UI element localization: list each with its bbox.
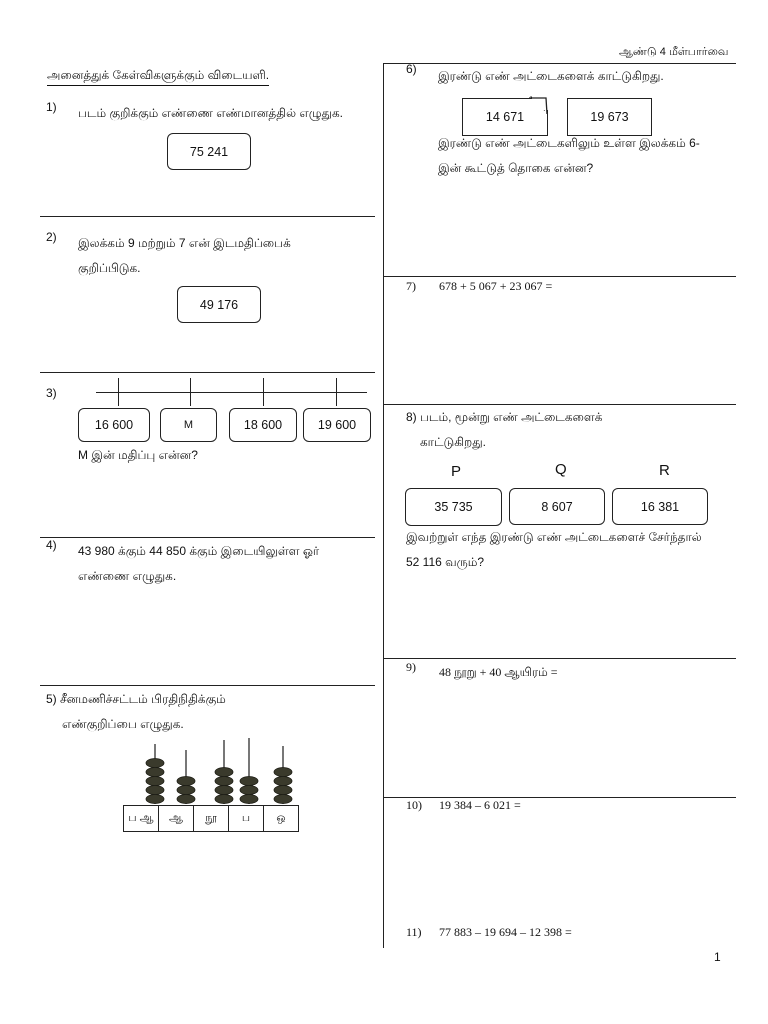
- q3-tick-2: [190, 378, 191, 406]
- q2-number-card: [177, 286, 261, 323]
- q6-question-line2: இன் கூட்டுத் தொகை என்ன?: [438, 161, 594, 175]
- header-rule: [384, 63, 736, 64]
- q9-number: 9): [406, 660, 416, 674]
- q6-separator: [384, 276, 736, 277]
- q4-text-line2: எண்ணை எழுதுக.: [78, 569, 177, 583]
- q10-expression: 19 384 – 6 021 =: [439, 798, 521, 812]
- q6-card-2-value: 19 673: [590, 110, 629, 124]
- q8-card-q-value: 8 607: [541, 499, 573, 514]
- q5-text-line1: 5) சீனமணிச்சட்டம் பிரதிநிதிக்கும்: [46, 692, 226, 706]
- q3-card-1: [78, 408, 150, 442]
- q3-card-m: [160, 408, 217, 442]
- place-value-cell: ப ஆ: [124, 806, 159, 831]
- q2-separator: [40, 372, 375, 373]
- q4-separator: [40, 685, 375, 686]
- abacus-bead: [274, 768, 292, 777]
- page-title: அனைத்துக் கேள்விகளுக்கும் விடையளி.: [47, 68, 269, 86]
- q3-number-line: [96, 392, 367, 393]
- abacus-bead: [146, 759, 164, 768]
- q8-label-q: Q: [555, 461, 567, 478]
- q3-card-4-value: 19 600: [317, 418, 357, 432]
- q11-number: 11): [406, 925, 422, 939]
- q8-label-r: R: [659, 462, 670, 479]
- q3-card-m-value: M: [183, 419, 194, 431]
- q1-card-value: 75 241: [189, 144, 229, 159]
- place-value-cell: ப: [229, 806, 264, 831]
- q5-text-line2: எண்குறிப்பை எழுதுக.: [62, 717, 184, 731]
- q6-question-line1: இரண்டு எண் அட்டைகளிலும் உள்ள இலக்கம் 6-: [438, 136, 700, 150]
- q6-number: 6): [406, 62, 417, 76]
- q3-tick-4: [336, 378, 337, 406]
- abacus-bead: [177, 777, 195, 786]
- q3-card-4: [303, 408, 371, 442]
- q3-tick-3: [263, 378, 264, 406]
- q2-text-line1: இலக்கம் 9 மற்றும் 7 என் இடமதிப்பைக்: [78, 236, 291, 250]
- q7-expression: 678 + 5 067 + 23 067 =: [439, 279, 553, 293]
- abacus-bead: [146, 768, 164, 777]
- q8-card-q: [509, 488, 605, 525]
- abacus-bead: [177, 786, 195, 795]
- q8-question-line1: இவற்றுள் எந்த இரண்டு எண் அட்டைகளைச் சேர்ந்தால்: [406, 530, 702, 544]
- q3-separator: [40, 537, 375, 538]
- abacus-bead: [240, 795, 258, 804]
- abacus: [120, 738, 300, 808]
- q8-card-r: [612, 488, 708, 525]
- q3-card-3: [229, 408, 297, 442]
- q7-separator: [384, 404, 736, 405]
- q6-card-1-value: 14 671: [485, 110, 525, 124]
- abacus-bead: [146, 786, 164, 795]
- q2-card-value: 49 176: [199, 297, 239, 312]
- abacus-bead: [215, 768, 233, 777]
- q8-text-line1: 8) படம், மூன்று எண் அட்டைகளைக்: [406, 410, 603, 424]
- q1-number-card: [167, 133, 251, 170]
- page-number: 1: [714, 950, 721, 964]
- q1-number: 1): [46, 100, 57, 114]
- q3-card-1-value: 16 600: [94, 418, 134, 432]
- abacus-bead: [240, 786, 258, 795]
- q6-text: இரண்டு எண் அட்டைகளைக் காட்டுகிறது.: [438, 69, 664, 83]
- q1-separator: [40, 216, 375, 217]
- q11-expression: 77 883 – 19 694 – 12 398 =: [439, 925, 572, 939]
- q8-text-line2: காட்டுகிறது.: [420, 435, 486, 449]
- q8-separator: [384, 658, 736, 659]
- q3-card-3-value: 18 600: [243, 418, 283, 432]
- place-value-cell: நூ: [194, 806, 229, 831]
- q3-number: 3): [46, 386, 57, 400]
- q1-text: படம் குறிக்கும் எண்ணை எண்மானத்தில் எழுதுக.: [78, 106, 343, 120]
- column-divider: [383, 63, 384, 948]
- abacus-bead: [240, 777, 258, 786]
- q4-number: 4): [46, 538, 57, 552]
- q4-text-line1: 43 980 க்கும் 44 850 க்கும் இடையிலுள்ள ஓர்: [78, 544, 320, 558]
- q8-label-p: P: [451, 463, 462, 480]
- abacus-bead: [274, 786, 292, 795]
- abacus-bead: [215, 786, 233, 795]
- q7-number: 7): [406, 279, 416, 293]
- q9-separator: [384, 797, 736, 798]
- q8-question-line2: 52 116 வரும்?: [406, 555, 485, 569]
- abacus-bead: [177, 795, 195, 804]
- header-label: ஆண்டு 4 மீள்பார்வை: [619, 46, 729, 58]
- abacus-bead: [274, 795, 292, 804]
- abacus-bead: [215, 777, 233, 786]
- q8-card-p-value: 35 735: [434, 500, 473, 514]
- place-value-cell: ஒ: [276, 811, 286, 824]
- q10-number: 10): [406, 798, 422, 812]
- abacus-bead: [274, 777, 292, 786]
- abacus-bead: [215, 795, 233, 804]
- q3-question: M இன் மதிப்பு என்ன?: [78, 448, 198, 462]
- q3-tick-1: [118, 378, 119, 406]
- abacus-place-value-row: [123, 805, 299, 832]
- place-value-cell: ஆ: [159, 806, 194, 831]
- abacus-bead: [146, 795, 164, 804]
- q2-text-line2: குறிப்பிடுக.: [78, 261, 141, 275]
- q9-expression: 48 நூறு + 40 ஆயிரம் =: [439, 665, 558, 679]
- q8-card-r-value: 16 381: [640, 499, 680, 514]
- q8-card-p: [405, 488, 502, 526]
- abacus-bead: [146, 777, 164, 786]
- q2-number: 2): [46, 230, 57, 244]
